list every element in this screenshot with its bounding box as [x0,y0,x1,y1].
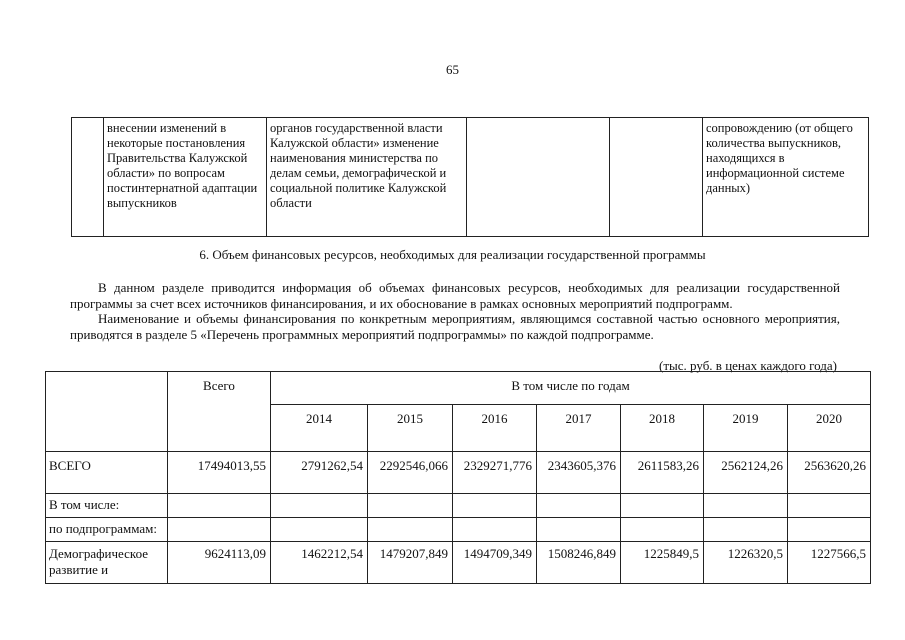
row-value [368,494,453,518]
row-value: 1494709,349 [453,542,537,584]
table-row [72,118,869,237]
row-value: 1462212,54 [271,542,368,584]
row-value [271,518,368,542]
row-value [271,494,368,518]
row-value: 1226320,5 [704,542,788,584]
row-value: 2563620,26 [788,452,871,494]
table-row [46,518,871,542]
row-value [788,518,871,542]
continuation-table [71,117,869,237]
row-value [453,518,537,542]
row-value: 2791262,54 [271,452,368,494]
row-value [621,518,704,542]
column-header-year: 2019 [704,405,788,452]
row-value [453,494,537,518]
row-label: В том числе: [46,494,168,518]
row-value: 1227566,5 [788,542,871,584]
table-row [46,494,871,518]
column-header-year: 2020 [788,405,871,452]
column-header-total: Всего [168,372,271,452]
paragraph: В данном разделе приводится информация об объемах финансовых ресурсов, необходимых для реализации государственной программы за счет всех источников финансирования, и их обоснование в рамках основных мероприятий подпрограмм. [70,280,840,311]
row-value: 2329271,776 [453,452,537,494]
table-row [46,542,871,584]
row-value: 2292546,066 [368,452,453,494]
row-value: 1225849,5 [621,542,704,584]
paragraph: Наименование и объемы финансирования по конкретным мероприятиям, являющимся составной частью основного мероприятия, приводятся в разделе 5 «Перечень программных мероприятий подпрограммы» по каждой подпрограмме. [70,311,840,342]
table-cell [610,118,703,237]
table-cell: внесении изменений в некоторые постановления Правительства Калужской области» по вопросам постинтернатной адаптации выпускников [104,118,267,237]
table-header-row [46,372,871,405]
section-heading: 6. Объем финансовых ресурсов, необходимых для реализации государственной программы [199,247,706,262]
row-value [704,518,788,542]
page-number: 65 [446,62,459,77]
row-label: ВСЕГО [46,452,168,494]
header-empty-cell [46,372,168,452]
finance-table [45,371,871,584]
column-header-year: 2016 [453,405,537,452]
row-value [537,518,621,542]
column-header-year: 2014 [271,405,368,452]
column-header-years-group: В том числе по годам [271,372,871,405]
table-cell: органов государственной власти Калужской области» изменение наименования министерства по делам семьи, демографической и социальной политике Калужской области [267,118,467,237]
row-value [704,494,788,518]
row-value: 2343605,376 [537,452,621,494]
row-total [168,518,271,542]
row-value: 1508246,849 [537,542,621,584]
row-value: 2611583,26 [621,452,704,494]
row-total: 9624113,09 [168,542,271,584]
column-header-year: 2017 [537,405,621,452]
row-value: 1479207,849 [368,542,453,584]
row-total: 17494013,55 [168,452,271,494]
row-value [621,494,704,518]
row-value [537,494,621,518]
row-value [368,518,453,542]
row-value: 2562124,26 [704,452,788,494]
units-note: (тыс. руб. в ценах каждого года) [659,358,837,373]
table-cell [72,118,104,237]
row-label: Демографическое развитие и [46,542,168,584]
table-cell: сопровождению (от общего количества выпускников, находящихся в информационной системе данных) [703,118,869,237]
row-total [168,494,271,518]
row-label: по подпрограммам: [46,518,168,542]
row-value [788,494,871,518]
column-header-year: 2015 [368,405,453,452]
column-header-year: 2018 [621,405,704,452]
table-cell [467,118,610,237]
table-row [46,452,871,494]
